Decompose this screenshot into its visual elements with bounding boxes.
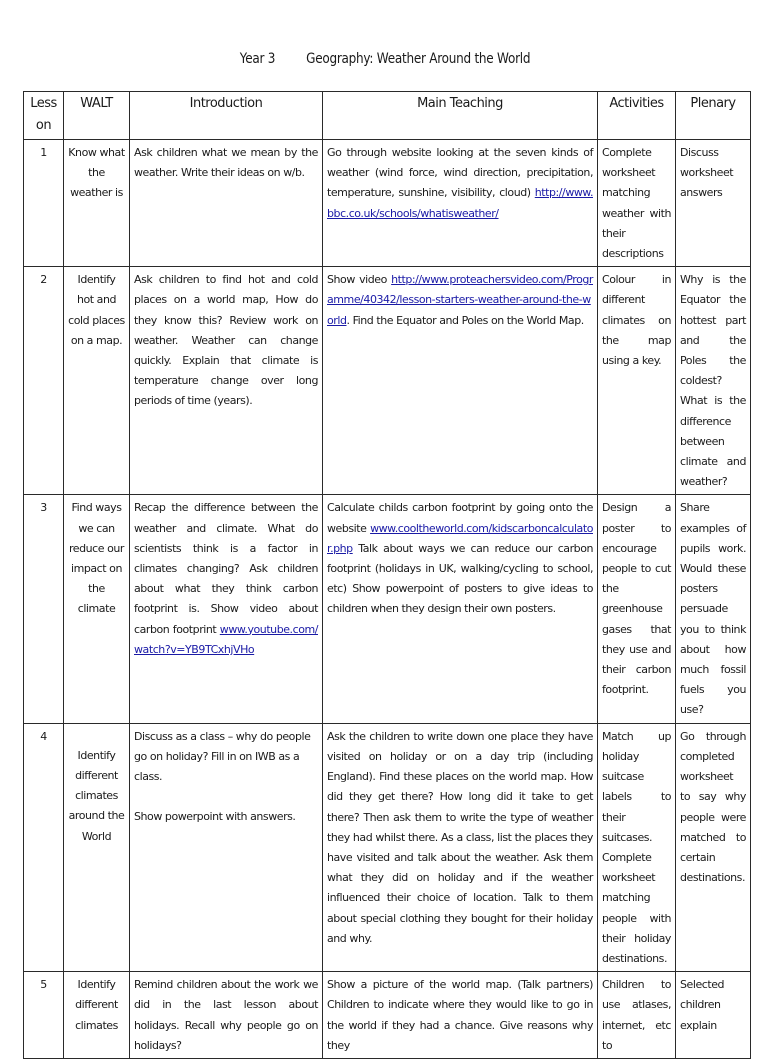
bbc-weather-link[interactable]: http://www.bbc.co.uk/schools/whatisweather/ — [327, 186, 593, 220]
main-teaching-after-text: . Find the Equator and Poles on the World Map. — [346, 313, 584, 327]
main-teaching-text: Go through website looking at the seven kinds of weather (wind force, wind direction, precipitation, temperature, sunshine, visibility, cloud) — [327, 146, 593, 200]
table-row — [24, 267, 751, 495]
document-title — [54, 51, 716, 67]
introduction-text: Discuss as a class – why do people go on holiday? Fill in on IWB as a class. — [134, 729, 311, 784]
table-row — [24, 723, 751, 971]
header-row — [24, 92, 751, 140]
table-row — [24, 972, 751, 1059]
walt-cell: Identify different climates — [64, 972, 130, 1059]
walt-cell: Find ways we can reduce our impact on the climate — [64, 495, 130, 723]
lesson-number: 5 — [24, 972, 64, 1059]
lesson-number: 3 — [24, 495, 64, 723]
proteachers-video-link[interactable]: http://www.proteachersvideo.com/Programme/40342/lesson-starters-weather-around-the-world — [327, 273, 593, 327]
introduction-cell — [130, 495, 323, 723]
introduction-cell: Ask children to find hot and cold places on a world map, How do they know this? Review work on weather. Weather can change quickly. Explain that climate is temperature change over long periods of time (years). — [130, 267, 323, 495]
header-introduction: Introduction — [130, 92, 323, 140]
plenary-cell: Discuss worksheet answers — [676, 140, 751, 267]
main-teaching-after-text: Talk about ways we can reduce our carbon footprint (holidays in UK, walking/cycling to school, etc) Show powerpoint of posters to give ideas to children when they design their own posters. — [327, 541, 593, 616]
plenary-cell: Share examples of pupils work. Would these posters persuade you to think about how much fossil fuels you use? — [676, 495, 751, 723]
header-main-teaching: Main Teaching — [323, 92, 598, 140]
walt-cell: Identify hot and cold places on a map. — [64, 267, 130, 495]
lesson-number: 4 — [24, 723, 64, 971]
subject-label: Geography: Weather Around the World — [306, 51, 531, 67]
introduction-extra-text: Show powerpoint with answers. — [134, 810, 296, 824]
walt-cell: Identify different climates around the World — [64, 723, 130, 971]
plenary-cell: Why is the Equator the hottest part and the Poles the coldest? What is the difference between climate and weather? — [676, 267, 751, 495]
activities-cell: Design a poster to encourage people to cut the greenhouse gases that they use and their carbon footprint. — [598, 495, 676, 723]
activities-cell: Complete worksheet matching weather with their descriptions — [598, 140, 676, 267]
introduction-cell: Remind children about the work we did in the last lesson about holidays. Recall why people go on holidays? — [130, 972, 323, 1059]
table-row — [24, 140, 751, 267]
header-plenary: Plenary — [676, 92, 751, 140]
main-teaching-cell — [323, 140, 598, 267]
main-teaching-cell — [323, 267, 598, 495]
main-teaching-cell: Ask the children to write down one place they have visited on holiday or on a day trip (including England). Find these places on the world map. How did they get there? How long did it take to get there? Then ask them to write the type of weather they had whilst there. As a class, list the places they have visited and talk about the weather. Ask them what they did on holiday and if the weather influenced their choice of location. Talk to them about special clothing they bought for their holiday and why. — [323, 723, 598, 971]
activities-cell: Match up holiday suitcase labels to their suitcases. Complete worksheet matching people with their holiday destinations. — [598, 723, 676, 971]
header-lesson: Lesson — [24, 92, 64, 140]
header-walt: WALT — [64, 92, 130, 140]
introduction-text: Recap the difference between the weather and climate. What do scientists think is a factor in climates changing? Ask children about what they think carbon footprint is. Show video about carbon footprint — [134, 501, 318, 636]
walt-cell: Know what the weather is — [64, 140, 130, 267]
header-activities: Activities — [598, 92, 676, 140]
table-row — [24, 495, 751, 723]
youtube-video-link[interactable]: www.youtube.com/watch?v=YB9TCxhjVHo — [134, 622, 318, 656]
introduction-cell — [130, 723, 323, 971]
introduction-cell: Ask children what we mean by the weather. Write their ideas on w/b. — [130, 140, 323, 267]
carbon-calculator-link[interactable]: www.cooltheworld.com/kidscarboncalculator.php — [327, 521, 593, 555]
plenary-cell: Go through completed worksheet to say why people were matched to certain destinations. — [676, 723, 751, 971]
plenary-cell: Selected children explain — [676, 972, 751, 1059]
main-teaching-cell: Show a picture of the world map. (Talk partners) Children to indicate where they would like to go in the world if they had a chance. Give reasons why they — [323, 972, 598, 1059]
activities-cell: Colour in different climates on the map using a key. — [598, 267, 676, 495]
year-label: Year 3 — [239, 51, 276, 67]
lesson-number: 1 — [24, 140, 64, 267]
lesson-number: 2 — [24, 267, 64, 495]
main-teaching-cell — [323, 495, 598, 723]
activities-cell: Children to use atlases, internet, etc to — [598, 972, 676, 1059]
main-teaching-text: Calculate childs carbon footprint by going onto the website — [327, 501, 593, 535]
lesson-plan-table — [23, 91, 751, 1059]
main-teaching-text: Show video — [327, 273, 387, 287]
